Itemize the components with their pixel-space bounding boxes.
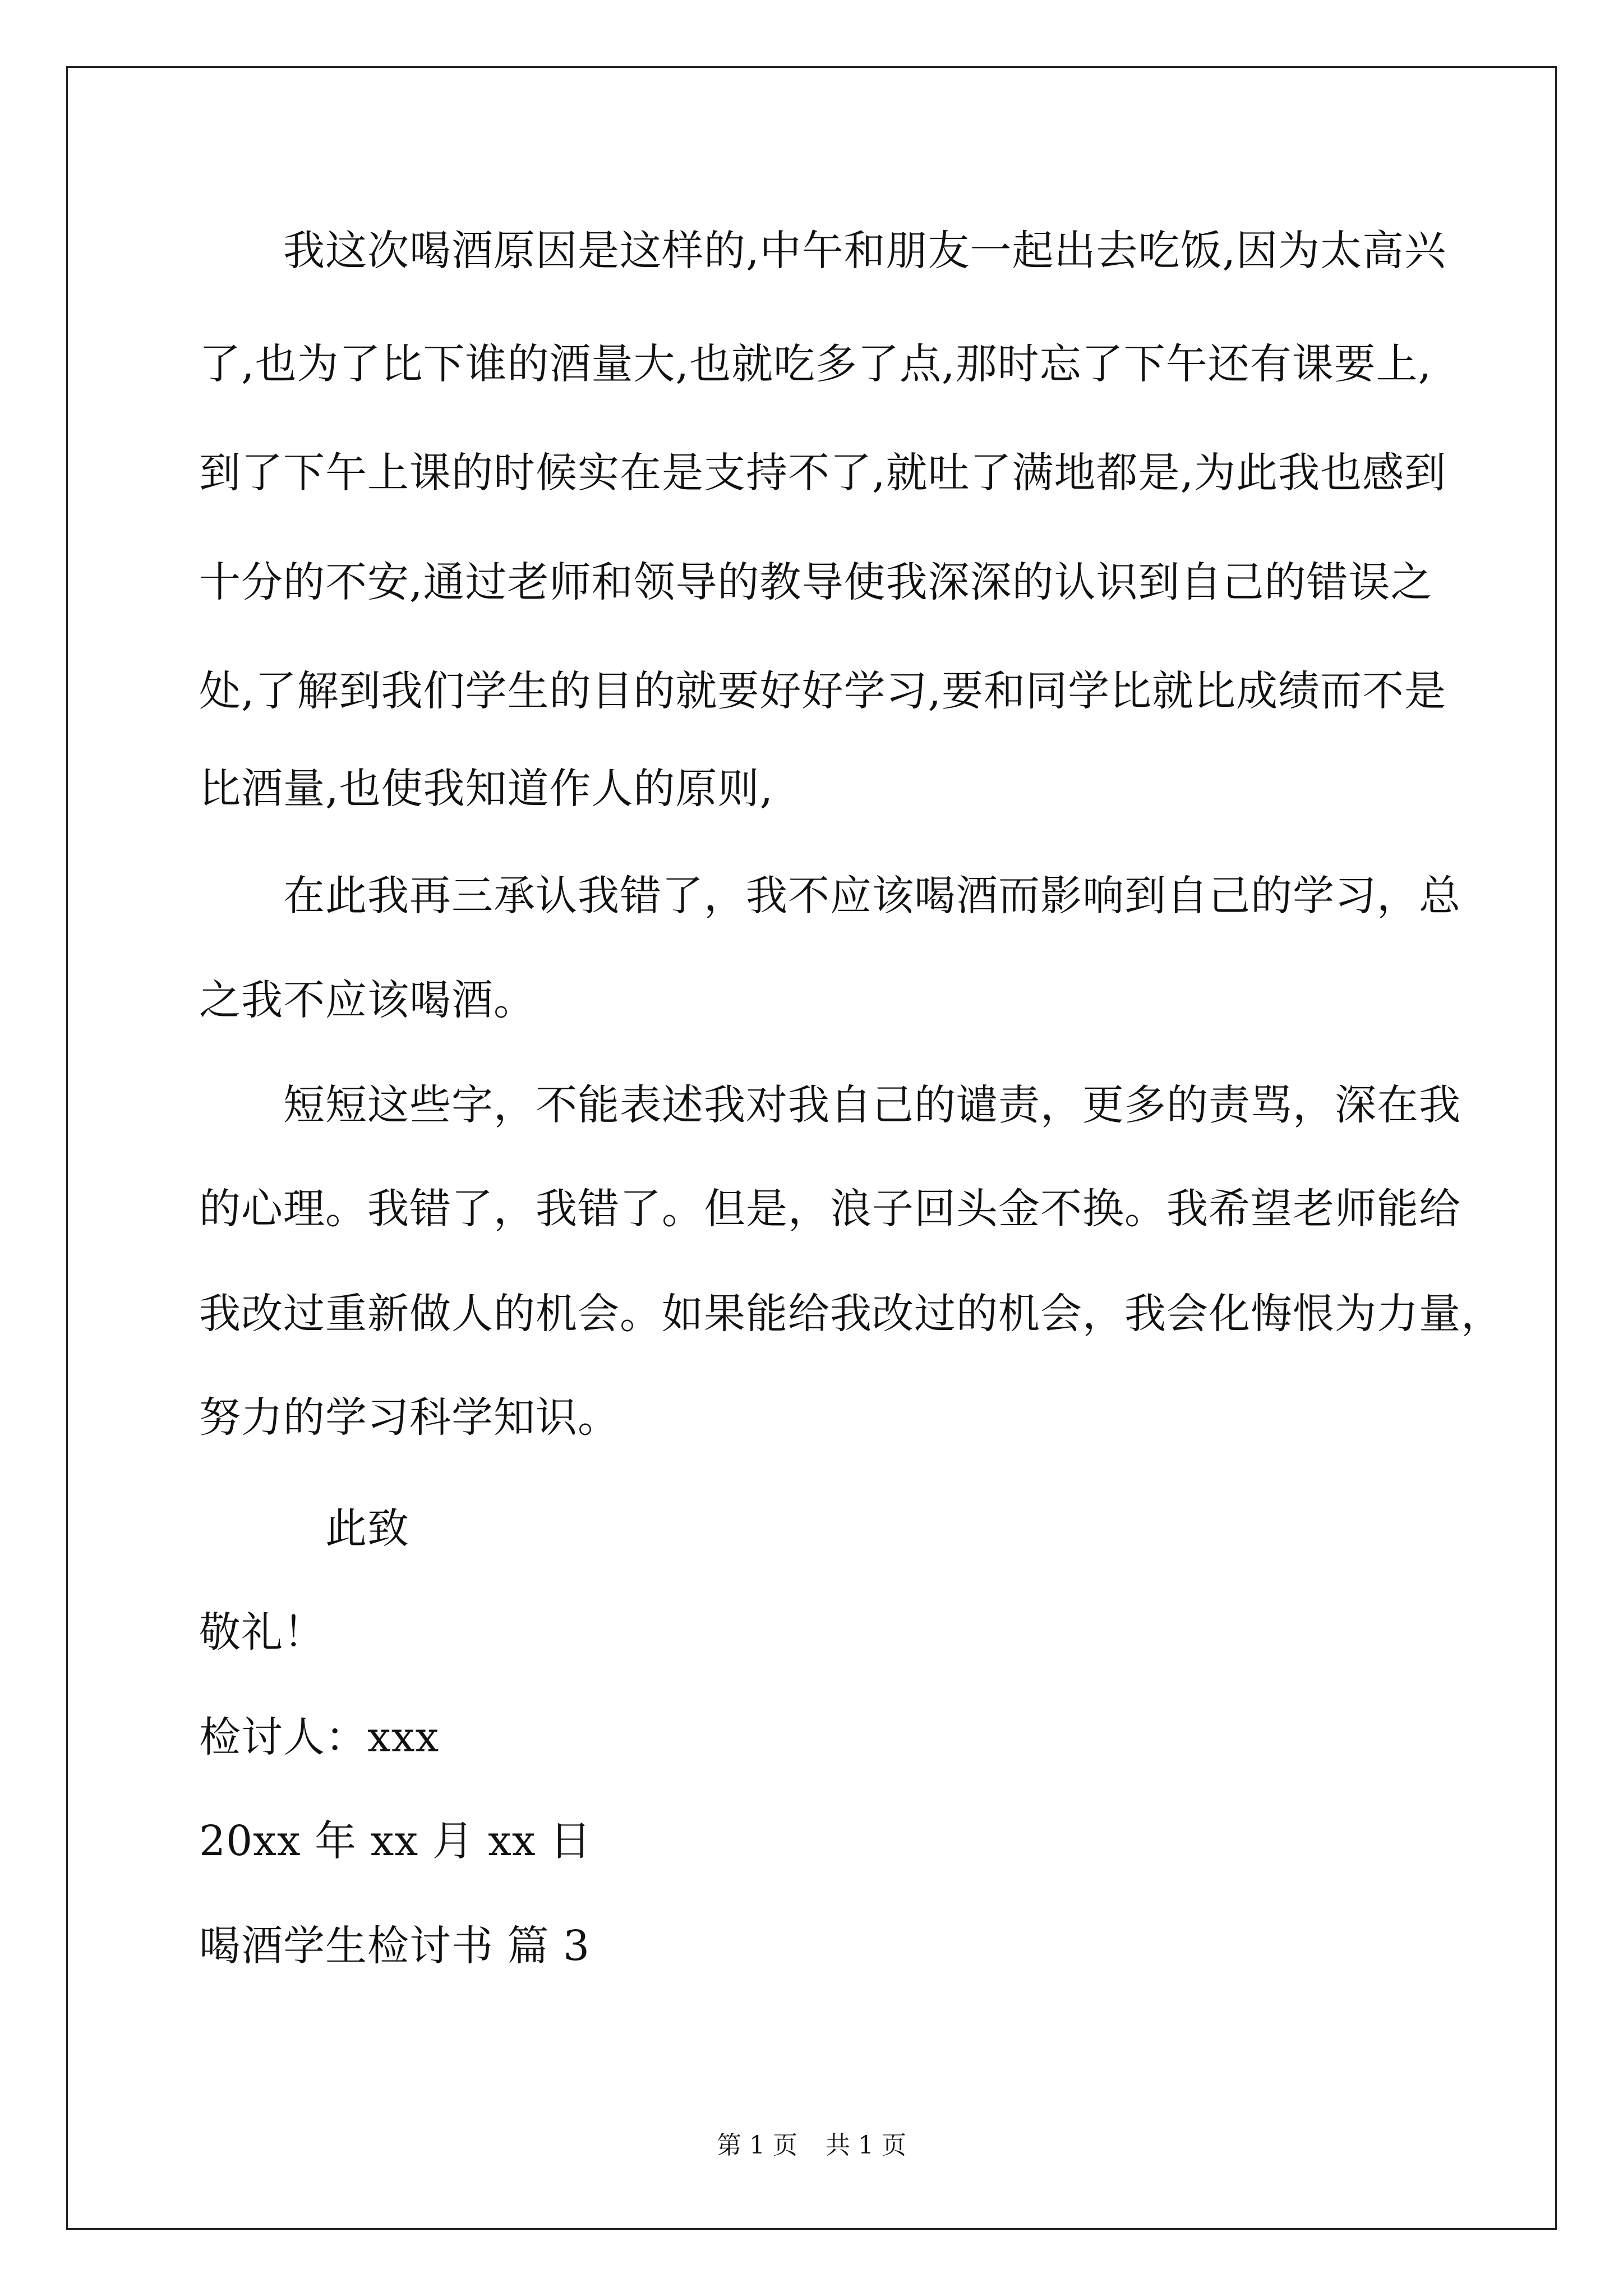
- body-line: 十分的不安,通过老师和领导的教导使我深深的认识到自己的错误之: [199, 558, 1433, 606]
- section-title: 喝酒学生检讨书 篇 3: [199, 1922, 591, 1970]
- closing-regards: 敬礼！: [199, 1608, 325, 1657]
- body-line: 的心理。我错了，我错了。但是，浪子回头金不换。我希望老师能给: [199, 1185, 1461, 1233]
- body-line: 到了下午上课的时候实在是支持不了,就吐了满地都是,为此我也感到: [199, 449, 1447, 497]
- body-line: 我这次喝酒原因是这样的,中午和朋友一起出去吃饭,因为太高兴: [199, 227, 1447, 275]
- body-line: 在此我再三承认我错了，我不应该喝酒而影响到自己的学习，总: [199, 872, 1461, 920]
- body-line: 努力的学习科学知识。: [199, 1393, 620, 1442]
- body-line: 处,了解到我们学生的目的就要好好学习,要和同学比就比成绩而不是: [199, 667, 1447, 715]
- page-footer: [0, 2125, 1623, 2161]
- body-line: 了,也为了比下谁的酒量大,也就吃多了点,那时忘了下午还有课要上,: [199, 340, 1432, 388]
- closing-salutation: 此致: [199, 1504, 409, 1553]
- date-line: 20xx 年 xx 月 xx 日: [199, 1817, 592, 1865]
- page-border: [66, 66, 1557, 2230]
- page-total: 共 1 页: [826, 2131, 906, 2160]
- body-line: 之我不应该喝酒。: [199, 976, 536, 1024]
- body-line: 我改过重新做人的机会。如果能给我改过的机会，我会化悔恨为力量，: [199, 1290, 1503, 1338]
- body-line: 短短这些字，不能表述我对我自己的谴责，更多的责骂，深在我: [199, 1081, 1461, 1129]
- page-number: 第 1 页: [717, 2131, 797, 2160]
- signature-line: 检讨人：xxx: [199, 1713, 440, 1761]
- body-line: 比酒量,也使我知道作人的原则,: [199, 765, 774, 813]
